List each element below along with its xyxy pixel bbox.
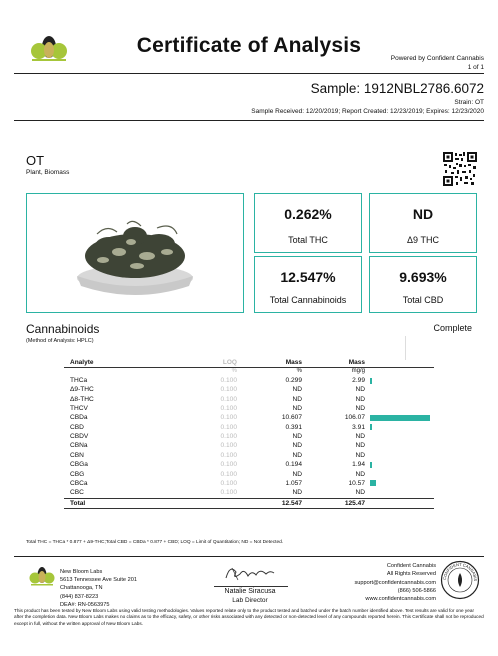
mass-bar	[370, 480, 376, 486]
cc-site: www.confidentcannabis.com	[365, 596, 436, 603]
lab-name: New Bloom Labs	[60, 569, 103, 575]
mass-pct-cell: 1.057	[285, 479, 302, 487]
analyte-cell: CBDa	[70, 414, 88, 422]
table-row	[0, 488, 498, 497]
table-row	[0, 479, 498, 488]
mass-pct-cell: 10.607	[281, 414, 302, 422]
col-pct-unit: %	[296, 368, 302, 374]
strain: Strain: OT	[454, 99, 484, 106]
signer-role: Lab Director	[232, 597, 268, 604]
total-cannabinoids-card	[254, 256, 362, 313]
total-bottom-rule	[64, 508, 434, 509]
header-divider	[14, 73, 484, 74]
col-mass-mg: Mass	[348, 359, 365, 366]
mass-mg-cell: ND	[355, 442, 365, 450]
col-analyte: Analyte	[70, 359, 94, 366]
loq-cell: 0.100	[220, 414, 237, 422]
lab-address-1: 5613 Tennessee Ave Suite 201	[60, 577, 137, 584]
cc-email: support@confidentcannabis.com	[354, 579, 436, 586]
mass-bar	[370, 378, 372, 384]
d9-thc-value: ND	[412, 206, 434, 222]
mass-pct-cell: ND	[292, 433, 302, 441]
analyte-cell: CBNa	[70, 442, 88, 450]
loq-cell: 0.100	[220, 386, 237, 394]
analyte-cell: CBDV	[70, 433, 89, 441]
mass-pct-cell: 0.194	[285, 461, 302, 469]
client-name: OT	[26, 153, 45, 168]
col-mass-pct: Mass	[285, 359, 302, 366]
mass-mg-cell: 106.07	[344, 414, 365, 422]
total-pct: 12.547	[281, 499, 302, 507]
mass-mg-cell: 2.99	[352, 377, 365, 384]
mass-pct-cell: ND	[292, 405, 302, 413]
footer-divider	[14, 556, 484, 557]
cc-rights: All Rights Reserved	[386, 571, 436, 578]
mass-mg-cell: ND	[355, 395, 365, 403]
sample-photo	[27, 194, 242, 311]
mass-mg-cell: 1.94	[352, 461, 365, 469]
total-thc-value: 0.262%	[284, 206, 332, 222]
loq-cell: 0.100	[220, 461, 237, 469]
page-title: Certificate of Analysis	[136, 34, 362, 57]
d9-thc-card	[369, 193, 477, 253]
mass-bar	[370, 424, 372, 430]
total-cbd-value: 9.693%	[399, 269, 447, 285]
table-row	[0, 395, 498, 404]
analyte-cell: Δ9-THC	[70, 386, 94, 394]
mass-pct-cell: 0.391	[285, 423, 302, 431]
sample-image	[26, 193, 244, 313]
signature-line	[214, 586, 288, 587]
analyte-cell: CBN	[70, 451, 84, 459]
status-divider	[405, 336, 406, 360]
lab-phone: (844) 837-8223	[60, 593, 99, 600]
lab-address-2: Chattanooga, TN	[60, 585, 103, 592]
col-mg-unit: mg/g	[351, 368, 365, 374]
col-loq: LOQ	[222, 359, 237, 366]
total-cannabinoids-label: Total Cannabinoids	[269, 295, 347, 305]
table-row	[0, 423, 498, 432]
table-total-row	[0, 499, 498, 508]
total-label: Total	[70, 499, 86, 507]
loq-cell: 0.100	[220, 433, 237, 441]
page-number: 1 of 1	[467, 64, 484, 71]
analyte-cell: CBCa	[70, 479, 88, 487]
loq-cell: 0.100	[220, 489, 237, 497]
table-row	[0, 432, 498, 441]
table-row	[0, 376, 498, 385]
status-badge: Complete	[433, 323, 472, 333]
table-row	[0, 451, 498, 460]
total-thc-card	[254, 193, 362, 253]
cc-name: Confident Cannabis	[386, 563, 436, 569]
mass-mg-cell: ND	[355, 451, 365, 459]
analyte-cell: CBG	[70, 470, 85, 478]
signature-image	[222, 562, 276, 584]
section-title: Cannabinoids	[26, 322, 100, 336]
analyte-cell: THCa	[70, 377, 88, 384]
col-loq-unit: %	[231, 368, 237, 374]
mass-mg-cell: 3.91	[352, 423, 365, 431]
table-row	[0, 441, 498, 450]
analyte-cell: CBC	[70, 489, 84, 497]
mass-bar	[370, 415, 430, 421]
table-row	[0, 385, 498, 394]
loq-cell: 0.100	[220, 470, 237, 478]
analysis-method: (Method of Analysis: HPLC)	[26, 338, 94, 344]
table-row	[0, 470, 498, 479]
d9-thc-label: Δ9 THC	[406, 235, 439, 245]
mass-mg-cell: ND	[355, 470, 365, 478]
mass-mg-cell: ND	[355, 433, 365, 441]
loq-cell: 0.100	[220, 451, 237, 459]
mass-pct-cell: ND	[292, 442, 302, 450]
disclaimer: This product has been tested by New Bloom Labs using valid testing methodologies. Values reported relate only to the product tested and batched under the batch number identified above. Test results are valid for one year after the completion data. New Bloom Labs makes no claims as to the efficacy, safety, or other risks associated with any detected or non-detected level of any compounds reported herein. This Certificate shall not be reproduced except in full, without the written approval of New Bloom Labs.	[14, 608, 484, 626]
table-row	[0, 413, 498, 422]
total-cbd-card	[369, 256, 477, 313]
analyte-cell: CBGa	[70, 461, 88, 469]
table-row	[0, 460, 498, 469]
mass-pct-cell: ND	[292, 489, 302, 497]
powered-by	[391, 54, 484, 72]
loq-cell: 0.100	[220, 405, 237, 413]
mass-pct-cell: ND	[292, 470, 302, 478]
analyte-cell: THCV	[70, 405, 88, 413]
loq-cell: 0.100	[220, 442, 237, 450]
mass-mg-cell: ND	[355, 405, 365, 413]
total-cbd-label: Total CBD	[402, 295, 444, 305]
lab-logo-icon	[28, 566, 56, 588]
client-type: Plant, Biomass	[26, 169, 70, 176]
seal-text: CONFIDENT CANNABIS	[441, 561, 479, 582]
lab-info	[60, 568, 137, 609]
footnote: Total THC = THCa * 0.877 + Δ9-THC;Total CBD = CBDa * 0.877 + CBD; LOQ = Limit of Quantitation; ND = Not Detected.	[26, 540, 284, 545]
signer-name: Natalie Siracusa	[224, 588, 276, 595]
powered-by-text: Powered by Confident Cannabis	[390, 55, 484, 62]
mass-pct-cell: ND	[292, 451, 302, 459]
loq-cell: 0.100	[220, 423, 237, 431]
table-header-rule	[64, 367, 434, 368]
total-cannabinoids-value: 12.547%	[280, 269, 336, 285]
cc-info	[354, 562, 436, 603]
mass-mg-cell: 10.57	[348, 479, 365, 487]
sample-dates: Sample Received: 12/20/2019; Report Created: 12/23/2019; Expires: 12/23/2020	[251, 108, 484, 115]
lab-dea: DEA#: RN-0563975	[60, 601, 110, 608]
mass-bar	[370, 462, 372, 468]
confident-cannabis-seal-icon	[440, 560, 480, 600]
mass-pct-cell: 0.299	[285, 377, 302, 384]
mass-mg-cell: ND	[355, 489, 365, 497]
loq-cell: 0.100	[220, 395, 237, 403]
sample-id: Sample: 1912NBL2786.6072	[310, 81, 484, 96]
total-mg: 125.47	[344, 499, 365, 507]
mass-mg-cell: ND	[355, 386, 365, 394]
mass-pct-cell: ND	[292, 386, 302, 394]
loq-cell: 0.100	[220, 479, 237, 487]
qr-code-icon	[443, 152, 477, 186]
sample-divider	[14, 120, 484, 121]
analyte-cell: CBD	[70, 423, 84, 431]
cc-phone: (866) 506-5866	[397, 587, 436, 594]
total-thc-label: Total THC	[288, 235, 328, 245]
table-row	[0, 404, 498, 413]
loq-cell: 0.100	[220, 377, 237, 384]
mass-pct-cell: ND	[292, 395, 302, 403]
analyte-cell: Δ8-THC	[70, 395, 94, 403]
